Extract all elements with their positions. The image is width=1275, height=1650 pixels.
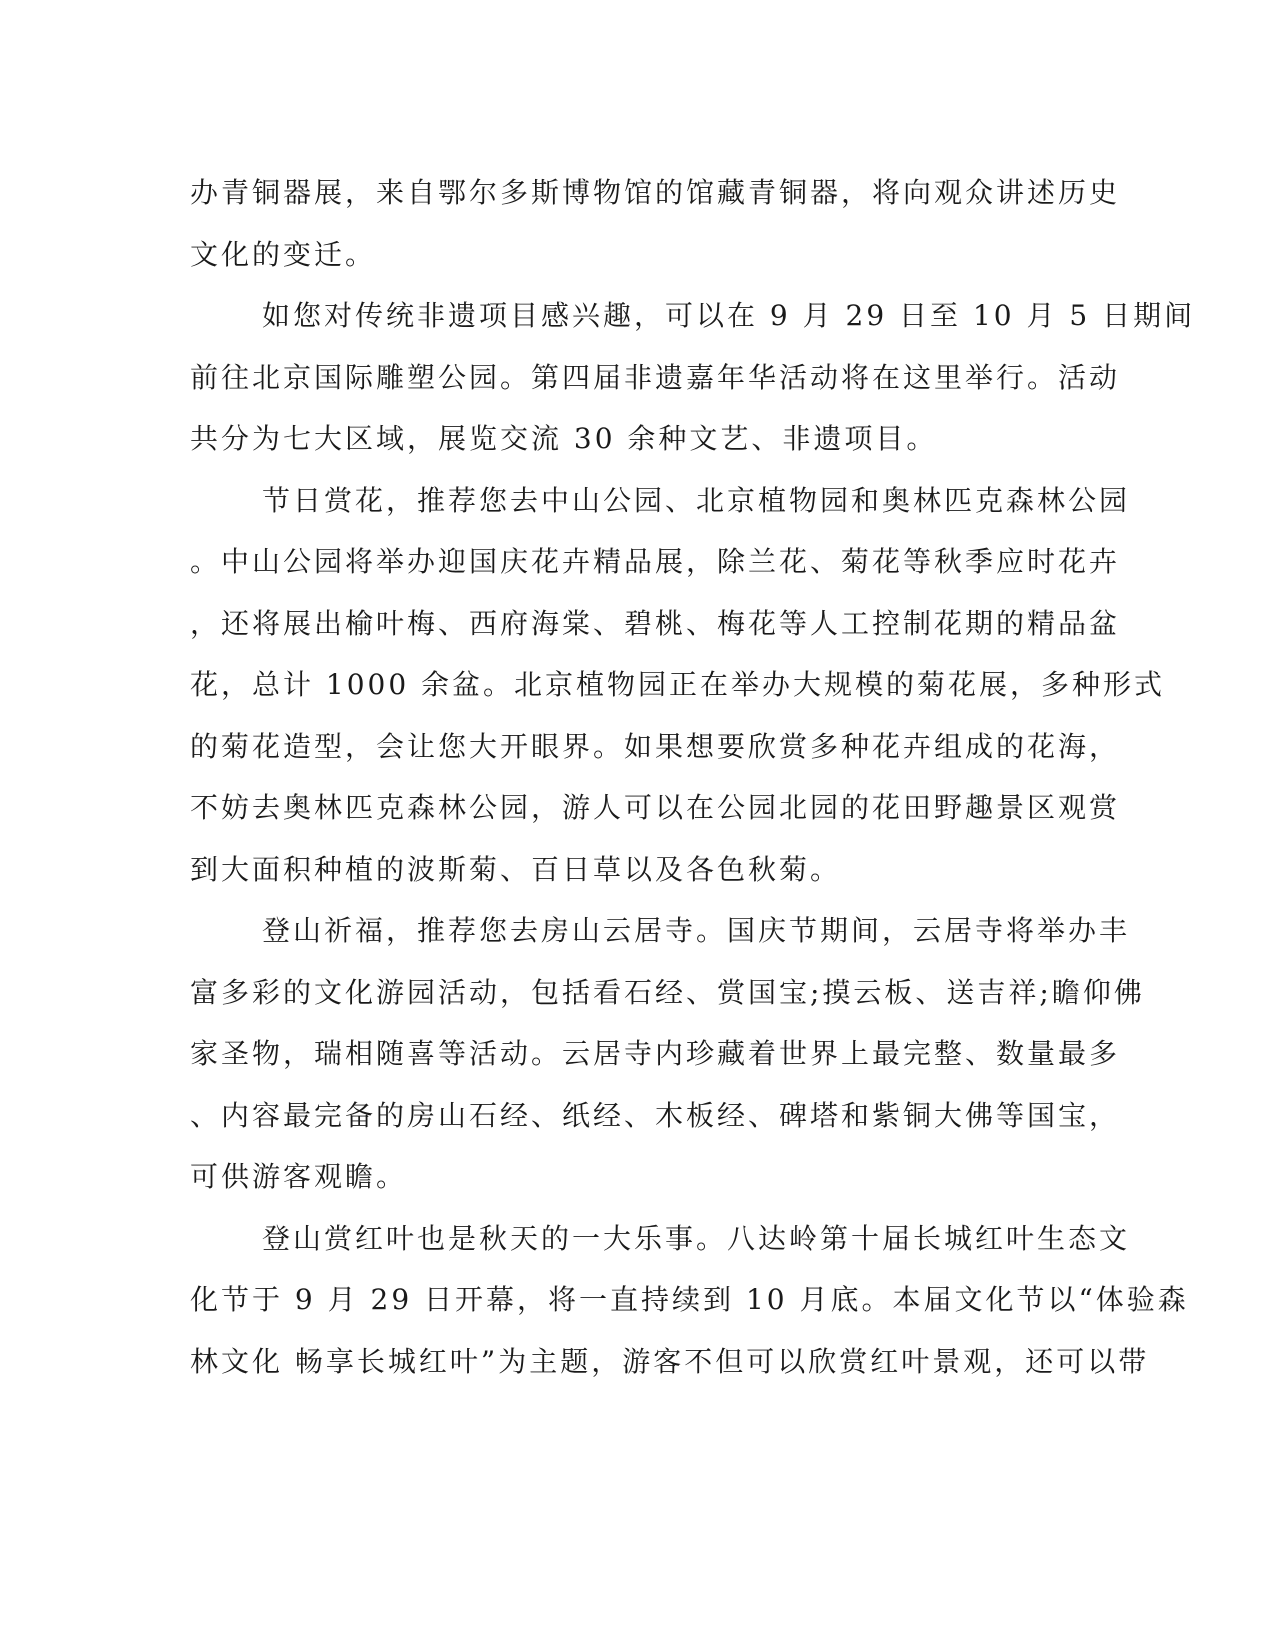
text-line: 的菊花造型，会让您大开眼界。如果想要欣赏多种花卉组成的花海， [190, 729, 1121, 763]
text-line: 登山祈福，推荐您去房山云居寺。国庆节期间，云居寺将举办丰 [262, 914, 1131, 947]
text-line: 文化的变迁。 [190, 237, 377, 271]
text-line: 花，总计 1000 余盆。北京植物园正在举办大规模的菊花展，多种形式 [190, 668, 1166, 701]
text-line: 到大面积种植的波斯菊、百日草以及各色秋菊。 [190, 852, 842, 886]
text-line: 共分为七大区域，展览交流 30 余种文艺、非遗项目。 [190, 422, 938, 455]
text-line: ，还将展出榆叶梅、西府海棠、碧桃、梅花等人工控制花期的精品盆 [190, 606, 1121, 640]
text-line: 。中山公园将举办迎国庆花卉精品展，除兰花、菊花等秋季应时花卉 [190, 545, 1121, 578]
text-line: 办青铜器展，来自鄂尔多斯博物馆的馆藏青铜器，将向观众讲述历史 [190, 176, 1121, 209]
text-line: 家圣物，瑞相随喜等活动。云居寺内珍藏着世界上最完整、数量最多 [190, 1037, 1121, 1070]
text-line: 富多彩的文化游园活动，包括看石经、赏国宝;摸云板、送吉祥;瞻仰佛 [190, 975, 1145, 1009]
text-line: 节日赏花，推荐您去中山公园、北京植物园和奥林匹克森林公园 [262, 483, 1131, 517]
text-line: 不妨去奥林匹克森林公园，游人可以在公园北园的花田野趣景区观赏 [190, 791, 1121, 824]
text-line: 登山赏红叶也是秋天的一大乐事。八达岭第十届长城红叶生态文 [262, 1221, 1131, 1255]
text-line: 林文化 畅享长城红叶”为主题，游客不但可以欣赏红叶景观，还可以带 [190, 1344, 1150, 1378]
text-line: 、内容最完备的房山石经、纸经、木板经、碑塔和紫铜大佛等国宝， [190, 1098, 1121, 1132]
text-line: 化节于 9 月 29 日开幕，将一直持续到 10 月底。本届文化节以“体验森 [190, 1283, 1189, 1316]
body-text [190, 162, 1196, 1392]
text-line: 前往北京国际雕塑公园。第四届非遗嘉年华活动将在这里举行。活动 [190, 360, 1121, 394]
text-line: 如您对传统非遗项目感兴趣，可以在 9 月 29 日至 10 月 5 日期间 [262, 299, 1196, 332]
text-line: 可供游客观瞻。 [190, 1160, 408, 1193]
